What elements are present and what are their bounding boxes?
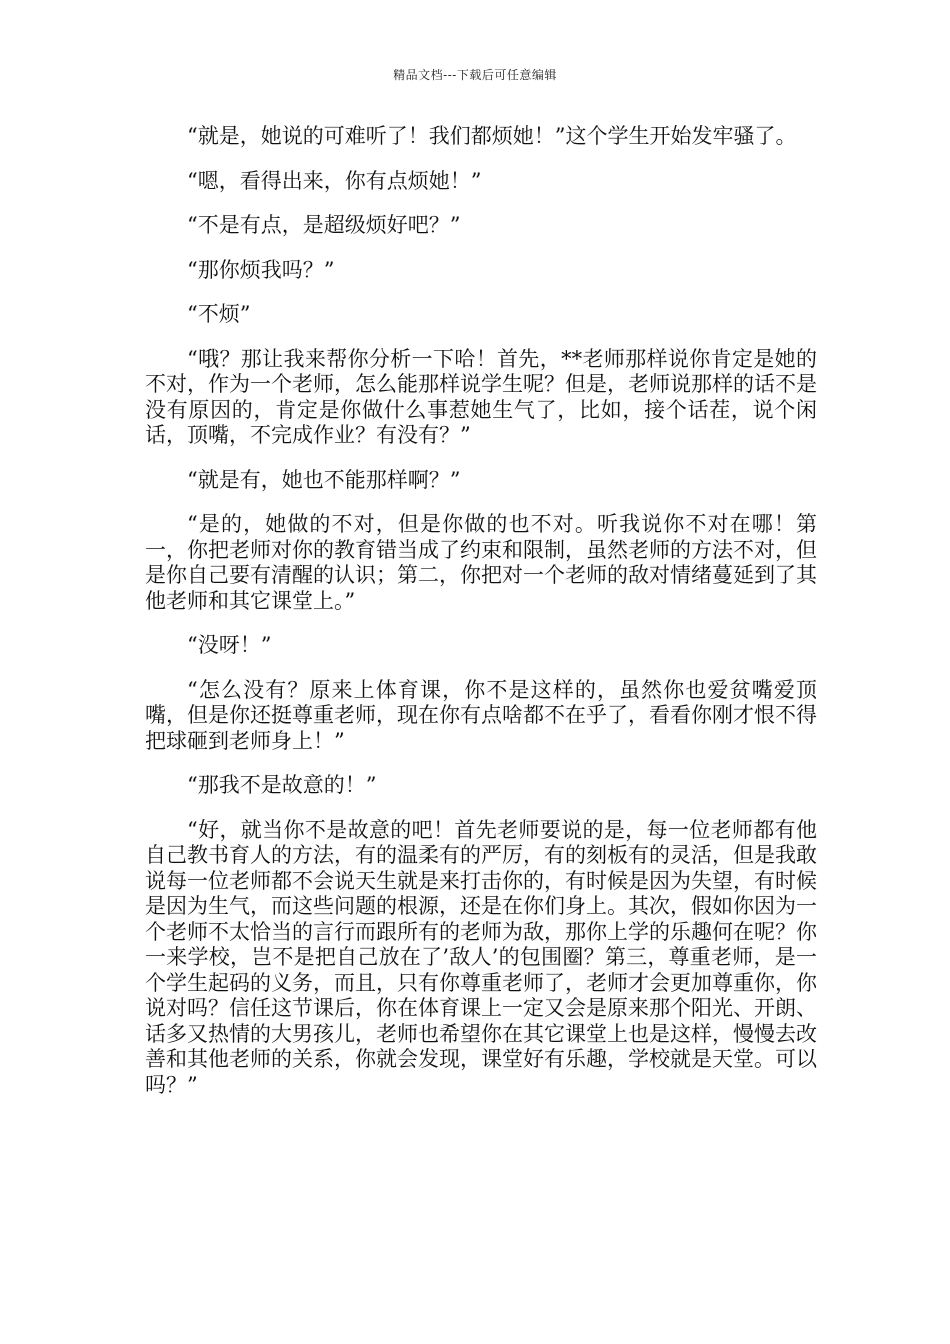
paragraph: “那你烦我吗？”: [187, 257, 335, 282]
paragraph: “就是有，她也不能那样啊？”: [187, 467, 461, 492]
paragraph: “哦？那让我来帮你分析一下哈！首先，**老师那样说你肯定是她的不对，作为一个老师，怎么能那样说学生呢？但是，老师说那样的话不是没有原因的，肯定是你做什么事惹她生气了，比如，接个话茬，说个闲话，顶嘴，不完成作业？有没有？”: [145, 346, 817, 447]
paragraph: “嗯，看得出来，你有点烦她！”: [187, 168, 482, 193]
paragraph: “没呀！”: [187, 633, 272, 657]
paragraph: “就是，她说的可难听了！我们都烦她！”这个学生开始发牢骚了。: [187, 124, 797, 148]
paragraph: “怎么没有？原来上体育课，你不是这样的，虽然你也爱贫嘴爱顶嘴，但是你还挺尊重老师，现在你有点啥都不在乎了，看看你刚才恨不得把球砸到老师身上！”: [145, 677, 817, 753]
paragraph: “不是有点，是超级烦好吧？”: [187, 213, 461, 237]
paragraph: “那我不是故意的！”: [187, 773, 377, 797]
paragraph: “好，就当你不是故意的吧！首先老师要说的是，每一位老师都有他自己教书育人的方法，有的温柔有的严厉，有的刻板有的灵活，但是我敢说每一位老师都不会说天生就是来打击你的，有时候是因为失望，有时候是因为生气，而这些问题的根源，还是在你们身上。其次，假如你因为一个老师不太恰当的言行而跟所有的老师为敌，那你上学的乐趣何在呢？你一来学校，岂不是把自己放在了’敌人’的包围圈？第三，尊重老师，是一个学生起码的义务，而且，只有你尊重老师了，老师才会更加尊重你，你说对吗？信任这节课后，你在体育课上一定又会是原来那个阳光、开朗、话多又热情的大男孩儿，老师也希望你在其它课堂上也是这样，慢慢去改善和其他老师的关系，你就会发现，课堂好有乐趣，学校就是天堂。可以吗？”: [145, 817, 817, 1097]
paragraph: “是的，她做的不对，但是你做的也不对。听我说你不对在哪！第一，你把老师对你的教育错当成了约束和限制，虽然老师的方法不对，但是你自己要有清醒的认识；第二，你把对一个老师的敌对情绪蔓延到了其他老师和其它课堂上。”: [145, 512, 817, 613]
page-header: 精品文档---下载后可任意编辑: [393, 68, 557, 82]
document-body: [145, 124, 817, 1117]
paragraph: “不烦”: [187, 302, 251, 326]
